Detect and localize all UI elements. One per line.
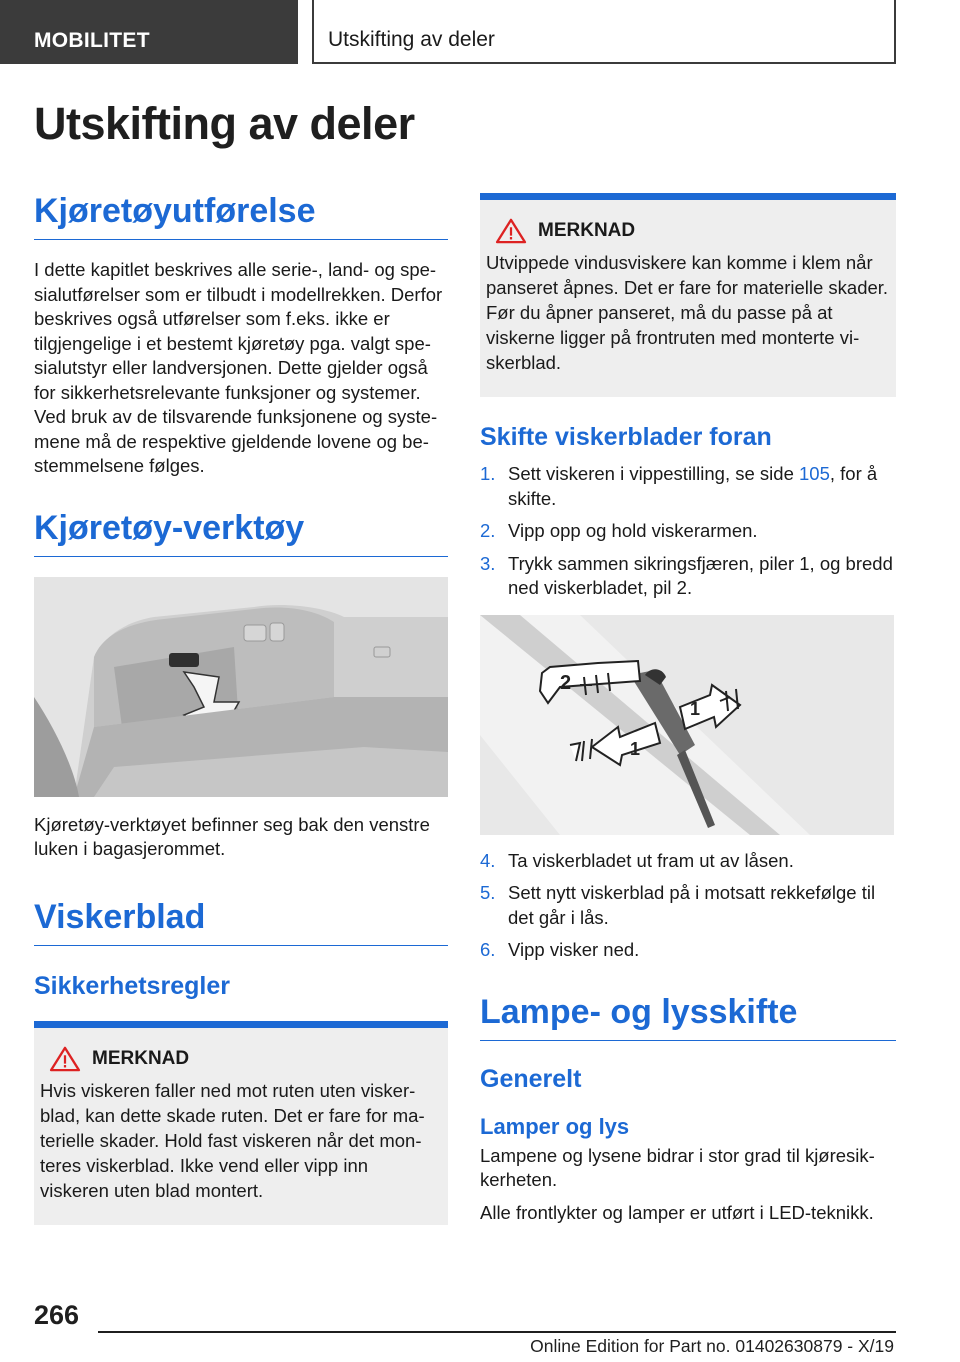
warning-icon — [494, 218, 528, 244]
heading-vehicle-version: Kjøretøyutførelse — [34, 192, 448, 240]
step-text-part: , for å skifte. — [508, 463, 878, 509]
heading-replace-front-wipers: Skifte viskerblader foran — [480, 423, 772, 451]
page-link[interactable]: 105 — [799, 463, 830, 484]
step-number: 6. — [480, 939, 496, 960]
step-text: Trykk sammen sikringsfjæren, piler 1, og bredd ned viskerbladet, pil 2. — [508, 552, 893, 598]
list-item — [480, 462, 896, 511]
step-number: 3. — [480, 552, 496, 574]
trunk-tool-photo — [34, 577, 448, 797]
wiper-illustration — [480, 615, 894, 835]
heading-wiper-blade: Viskerblad — [34, 898, 448, 946]
lamps-text: Lampene og lysene bidrar i stor grad til kjøresikkerheten. — [480, 1144, 875, 1190]
vehicle-tools-caption: Kjøretøy-verktøyet befinner seg bak den venstre luken i bagasjerommet. — [34, 813, 430, 859]
heading-safety-rules: Sikkerhetsregler — [34, 971, 230, 1000]
heading-lamps-and-lights: Lamper og lys — [480, 1113, 630, 1139]
list-item — [480, 519, 896, 544]
step-text: Sett nytt viskerblad på i motsatt rekkefølge til det går i lås. — [508, 882, 876, 928]
trunk-illustration — [34, 577, 448, 797]
note-title: MERKNAD — [538, 220, 636, 241]
note-text: Utvippede vindusviskere kan komme i klem når panseret åpnes. Det er fare for materielle skader. Før du åpner panseret, må du passe på at viskerne ligger på frontruten med monterte viskerblad. — [486, 252, 889, 373]
step-number: 4. — [480, 849, 496, 871]
led-text: Alle frontlykter og lamper er utført i LED-teknikk. — [480, 1201, 874, 1223]
step-text: Ta viskerbladet ut fram ut av låsen. — [508, 849, 794, 871]
note-header — [40, 1046, 442, 1072]
list-item — [480, 881, 896, 930]
right-column — [480, 193, 896, 1225]
step-text: Vipp opp og hold viskerarmen. — [508, 520, 758, 541]
figure-label-1b: 1 — [630, 738, 641, 759]
note-text: Hvis viskeren faller ned mot ruten uten viskerblad, kan dette skade ruten. Det er fare for materielle skader. Hold fast viskeren når det monteres viskerblad. Ikke vend eller vipp inn viskeren uten blad montert. — [40, 1079, 425, 1201]
warning-icon — [48, 1046, 82, 1072]
step-text — [508, 462, 896, 511]
vehicle-version-text: I dette kapitlet beskrives alle serie-, land- og spesialutførelser som er tilbudt i modellrekken. Derfor beskrives også utførelser som f.eks. ikke er tilgjengelige i et bestemt kjøretøy pga. valgt spesialutstyr eller landversjonen. Dette gjelder også for sikkerhetsrelevante funksjoner og systemer. Ved bruk av de tilsvarende funksjonene og systemene må de respektive gjeldende lovene og bestemmelsene følges. — [34, 259, 443, 476]
wiper-steps-list-a — [480, 462, 896, 601]
header-bar — [0, 0, 960, 66]
wiper-steps-list-b — [480, 849, 896, 963]
step-number: 1. — [480, 463, 496, 484]
edition-text: Online Edition for Part no. 01402630879 - X/19 — [530, 1336, 894, 1356]
page-title: Utskifting av deler — [34, 98, 415, 149]
step-number: 2. — [480, 520, 496, 541]
note-title: MERKNAD — [92, 1047, 190, 1069]
wiper-blade-photo — [480, 615, 894, 835]
step-text-part: Sett viskeren i vippestilling, se side — [508, 463, 799, 484]
section-tab[interactable]: MOBILITET — [0, 0, 298, 64]
heading-vehicle-tools: Kjøretøy-verktøy — [34, 509, 448, 557]
footer-divider — [98, 1331, 896, 1333]
page-number: 266 — [34, 1300, 80, 1330]
list-item — [480, 938, 896, 963]
step-text: Vipp visker ned. — [508, 939, 640, 960]
step-number: 5. — [480, 882, 496, 903]
note-box-left — [34, 1021, 448, 1225]
left-column — [34, 190, 448, 1225]
list-item — [480, 552, 896, 601]
heading-general: Generelt — [480, 1064, 582, 1093]
figure-label-1a: 1 — [690, 698, 701, 719]
chapter-tab[interactable]: Utskifting av deler — [312, 0, 896, 64]
note-box-right — [480, 193, 896, 397]
list-item — [480, 849, 896, 874]
figure-label-2: 2 — [560, 671, 572, 694]
note-header — [486, 218, 890, 244]
heading-lamp-replacement: Lampe- og lysskifte — [480, 993, 896, 1041]
